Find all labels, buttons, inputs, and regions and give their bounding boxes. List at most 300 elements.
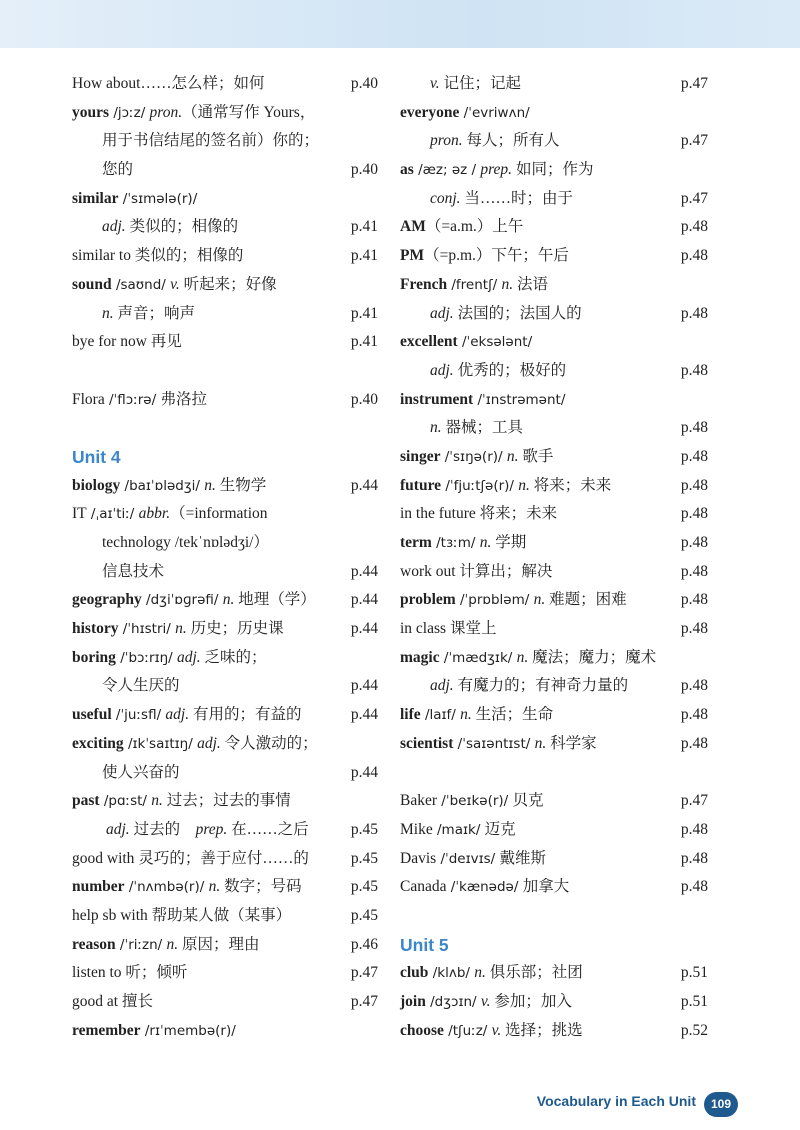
- definition: 用于书信结尾的签名前）你的；: [102, 132, 320, 150]
- vocab-entry: [72, 213, 378, 242]
- definition: 令人激动的；: [220, 734, 318, 752]
- entry-text: [72, 242, 243, 271]
- spacer: [72, 357, 378, 386]
- vocab-entry: [72, 300, 378, 329]
- headword: How about: [72, 75, 141, 92]
- page-ref: p.41: [350, 304, 378, 322]
- phonetic: /tɜːm/: [431, 535, 480, 551]
- page-ref: p.48: [680, 878, 708, 896]
- part-of-speech: n.: [479, 534, 492, 551]
- headword: sound: [72, 275, 112, 293]
- page-ref: p.41: [350, 247, 378, 265]
- definition: 记住；记起: [439, 75, 521, 92]
- headword: singer: [400, 447, 441, 465]
- page-ref: p.48: [680, 304, 708, 322]
- entry-text: [400, 472, 611, 501]
- definition: technology /tekˈnɒlədʒi/）: [102, 534, 269, 551]
- vocab-entry: [72, 242, 378, 271]
- definition: 令人生厌的: [102, 677, 180, 695]
- vocab-entry: [400, 959, 708, 988]
- part-of-speech: adj.: [102, 218, 126, 236]
- definition: 法国的；法国人的: [453, 304, 582, 322]
- part-of-speech: n.: [208, 878, 221, 896]
- vocab-entry: [400, 213, 708, 242]
- part-of-speech: pron.: [149, 103, 183, 121]
- entry-text: [102, 529, 269, 558]
- part-of-speech: adj.: [430, 304, 454, 322]
- entry-text: [72, 99, 315, 128]
- entry-text: [400, 730, 597, 759]
- phonetic: /ˈkænədə/: [446, 879, 523, 896]
- part-of-speech: adj.: [106, 820, 130, 838]
- entry-text: [72, 615, 284, 644]
- phonetic: /ˈnʌmbə(r)/: [124, 879, 209, 896]
- unit-heading: Unit 4: [72, 446, 121, 467]
- part-of-speech: conj.: [430, 189, 461, 207]
- headword: history: [72, 620, 119, 638]
- definition: 听；倾听: [121, 964, 188, 982]
- phonetic: /jɔːz/: [109, 104, 150, 121]
- entry-text: [72, 644, 267, 673]
- vocab-entry: [72, 529, 378, 558]
- headword: yours: [72, 103, 110, 121]
- headword: in class: [400, 620, 447, 638]
- headword: boring: [72, 648, 116, 666]
- entry-text: [72, 988, 153, 1017]
- vocab-entry: [72, 328, 378, 357]
- phonetic: /ˌaɪˈtiː/: [86, 506, 139, 523]
- part-of-speech: adj.: [430, 361, 454, 379]
- entry-text: [72, 386, 207, 415]
- part-of-speech: prep.: [480, 161, 513, 179]
- entry-text: [102, 156, 133, 185]
- entry-text: [72, 931, 260, 960]
- page-ref: p.45: [350, 878, 378, 896]
- headword: IT: [72, 505, 87, 523]
- vocab-entry: [400, 672, 708, 701]
- definition: 过去；过去的事情: [162, 792, 291, 810]
- phonetic: /ˈɪnstrəmənt/: [473, 391, 566, 408]
- part-of-speech: n.: [534, 734, 547, 752]
- definition: （通常写作 Yours，: [182, 103, 316, 121]
- headword: biology: [72, 476, 121, 494]
- definition: 擅长: [118, 993, 153, 1010]
- headword: remember: [72, 1021, 141, 1039]
- phonetic: /ˈmædʒɪk/: [439, 649, 517, 666]
- vocab-entry: [72, 931, 378, 960]
- page-ref: p.47: [680, 189, 708, 207]
- headword: Canada: [400, 878, 447, 896]
- entry-text: [400, 271, 548, 300]
- definition: 过去的: [129, 820, 196, 838]
- entry-text: [102, 759, 180, 788]
- entry-text: [400, 845, 546, 874]
- page-ref: p.44: [350, 562, 378, 580]
- phonetic: /saʊnd/: [111, 276, 171, 293]
- page-ref: p.47: [680, 132, 708, 150]
- vocab-entry: [72, 672, 378, 701]
- entry-text: [400, 873, 569, 902]
- definition: 学期: [491, 534, 527, 551]
- page-ref: p.47: [680, 792, 708, 810]
- headword: geography: [72, 591, 142, 609]
- headword: future: [400, 476, 442, 494]
- headword: everyone: [400, 103, 460, 121]
- definition: 法语: [513, 275, 548, 293]
- page-ref: p.48: [680, 247, 708, 265]
- part-of-speech: pron.: [430, 132, 463, 150]
- vocab-entry: [72, 959, 378, 988]
- vocab-entry: [400, 185, 708, 214]
- page-number-badge: 109: [704, 1092, 738, 1117]
- page-ref: p.48: [680, 562, 708, 580]
- entry-text: [400, 816, 516, 845]
- definition: 当……时；由于: [460, 189, 573, 207]
- page-ref: p.48: [680, 734, 708, 752]
- phonetic: /ˈriːzn/: [115, 936, 167, 953]
- phonetic: /ˈsɪŋə(r)/: [440, 448, 507, 465]
- definition: 难题；困难: [545, 591, 627, 609]
- definition: 迈克: [484, 820, 516, 838]
- definition: 优秀的；极好的: [453, 361, 567, 379]
- page-ref: p.48: [680, 677, 708, 695]
- vocab-entry: [72, 70, 378, 99]
- definition: 歌手: [518, 447, 554, 465]
- entry-text: [102, 300, 195, 329]
- headword: instrument: [400, 390, 474, 408]
- definition: 将来；未来: [475, 505, 558, 523]
- definition: 俱乐部；社团: [485, 964, 583, 982]
- vocab-entry: [400, 615, 708, 644]
- phonetic: /tʃuːz/: [443, 1022, 492, 1039]
- entry-text: [102, 127, 319, 156]
- vocab-entry: [72, 873, 378, 902]
- definition: 您的: [102, 161, 134, 179]
- unit-heading: Unit 5: [400, 934, 449, 955]
- vocab-entry: [400, 127, 708, 156]
- headword: good at: [72, 993, 119, 1010]
- entry-text: [430, 185, 573, 214]
- vocab-entry: [400, 845, 708, 874]
- entry-text: [106, 816, 309, 845]
- definition: 加拿大: [522, 878, 570, 896]
- page-ref: p.47: [350, 964, 378, 982]
- headword: French: [400, 275, 448, 293]
- entry-text: [72, 701, 302, 730]
- part-of-speech: abbr.: [138, 505, 171, 523]
- definition: 器械；工具: [441, 419, 524, 437]
- entry-text: [72, 1017, 236, 1046]
- phonetic: /ˈhɪstri/: [118, 621, 176, 638]
- definition: 将来；未来: [529, 476, 612, 494]
- vocab-entry: [72, 644, 378, 673]
- headword: choose: [400, 1021, 444, 1039]
- page-ref: p.48: [680, 849, 708, 867]
- part-of-speech: n.: [518, 476, 530, 494]
- definition: 历史；历史课: [186, 620, 284, 638]
- phonetic: /ˈfjuːtʃə(r)/: [441, 477, 519, 494]
- page-ref: p.44: [350, 476, 378, 494]
- page-ref: p.40: [350, 75, 378, 92]
- phonetic: /dʒiˈɒɡrəfi/: [141, 592, 223, 609]
- headword: Baker: [400, 792, 438, 810]
- headword: PM: [400, 247, 425, 265]
- vocab-entry: [72, 988, 378, 1017]
- definition: 科学家: [546, 734, 597, 752]
- phonetic: /ˈdeɪvɪs/: [436, 850, 500, 867]
- vocab-entry: [72, 156, 378, 185]
- definition: 地理（学）: [234, 591, 316, 609]
- vocab-entry: [72, 701, 378, 730]
- vocab-entry: [400, 70, 708, 99]
- vocab-entry: [400, 988, 708, 1017]
- entry-text: [430, 414, 523, 443]
- entry-text: [400, 959, 583, 988]
- definition: 乏味的；: [200, 648, 267, 666]
- vocab-entry: [72, 558, 378, 587]
- entry-text: [400, 615, 496, 644]
- vocab-entry: [400, 644, 708, 673]
- vocab-entry: [400, 271, 708, 300]
- page-ref: p.44: [350, 591, 378, 609]
- definition: 有魔力的；有神奇力量的: [453, 677, 629, 695]
- entry-text: [400, 701, 553, 730]
- entry-text: [102, 672, 180, 701]
- vocab-column-left: [72, 70, 378, 1045]
- phonetic: /maɪk/: [432, 821, 485, 838]
- vocab-entry: [72, 99, 378, 128]
- entry-text: [430, 672, 628, 701]
- page-ref: p.48: [680, 820, 708, 838]
- entry-text: [400, 156, 593, 185]
- entry-text: [400, 1017, 583, 1046]
- entry-text: [72, 328, 182, 357]
- vocab-entry: [72, 1017, 378, 1046]
- headword: excellent: [400, 333, 458, 351]
- headword: similar: [72, 189, 119, 207]
- page-ref: p.45: [350, 820, 378, 838]
- vocab-entry: [400, 472, 708, 501]
- vocab-entry: [72, 472, 378, 501]
- page-ref: p.45: [350, 906, 378, 924]
- definition: 如同；作为: [512, 161, 594, 179]
- entry-text: [72, 70, 264, 99]
- entry-text: [72, 730, 318, 759]
- phonetic: /ˈjuːsfl/: [111, 707, 166, 724]
- headword: past: [72, 792, 100, 810]
- part-of-speech: n.: [102, 304, 114, 322]
- definition: 信息技术: [102, 562, 165, 580]
- entry-text: [72, 500, 268, 529]
- definition: ……怎么样；如何: [140, 75, 265, 92]
- entry-text: [72, 787, 291, 816]
- page-ref: p.44: [350, 620, 378, 638]
- definition: 数字；号码: [220, 878, 302, 896]
- vocab-entry: [72, 759, 378, 788]
- part-of-speech: adj.: [430, 677, 454, 695]
- headword: Mike: [400, 820, 433, 838]
- entry-text: [400, 586, 627, 615]
- vocab-entry: [400, 328, 708, 357]
- part-of-speech: n.: [501, 275, 514, 293]
- entry-text: [400, 500, 557, 529]
- headword: AM: [400, 218, 426, 236]
- entry-text: [400, 787, 544, 816]
- definition: 声音；响声: [113, 304, 196, 322]
- page-ref: p.48: [680, 620, 708, 638]
- part-of-speech: n.: [506, 447, 519, 465]
- headword: life: [400, 706, 421, 724]
- part-of-speech: adj.: [197, 734, 221, 752]
- vocab-entry: [400, 156, 708, 185]
- phonetic: /ˈeksələnt/: [457, 334, 533, 351]
- definition: 帮助某人做（某事）: [147, 906, 292, 924]
- entry-text: [400, 328, 532, 357]
- page-ref: p.51: [680, 964, 708, 982]
- definition: 贝克: [512, 792, 544, 810]
- vocab-entry: [400, 414, 708, 443]
- entry-text: [400, 558, 552, 587]
- entry-text: [72, 271, 277, 300]
- vocab-entry: [400, 386, 708, 415]
- part-of-speech: n.: [516, 648, 529, 666]
- definition: （=p.m.）下午；午后: [424, 247, 569, 265]
- entry-text: [400, 242, 569, 271]
- entry-text: [430, 127, 559, 156]
- page-ref: p.46: [350, 935, 378, 953]
- vocab-entry: [72, 816, 378, 845]
- vocab-entry: [400, 1017, 708, 1046]
- entry-text: [400, 988, 572, 1017]
- headword: listen to: [72, 964, 122, 982]
- headword: as: [400, 161, 414, 179]
- spacer: [72, 414, 378, 443]
- page-ref: p.44: [350, 706, 378, 724]
- vocab-entry: [72, 730, 378, 759]
- phonetic: /ˈprɒbləm/: [455, 592, 534, 609]
- part-of-speech: prep.: [195, 820, 228, 838]
- page-ref: p.47: [350, 993, 378, 1010]
- definition: 类似的；相像的: [125, 218, 239, 236]
- definition: 再见: [146, 333, 182, 351]
- definition: 计算出；解决: [455, 562, 553, 580]
- phonetic: /rɪˈmembə(r)/: [140, 1022, 236, 1039]
- part-of-speech: n.: [175, 620, 187, 638]
- page-ref: p.52: [680, 1021, 708, 1039]
- part-of-speech: n.: [533, 591, 546, 609]
- vocab-entry: [400, 787, 708, 816]
- definition: 类似的；相像的: [130, 247, 244, 265]
- page-ref: p.48: [680, 419, 708, 437]
- page-ref: p.47: [680, 75, 708, 92]
- definition: 戴维斯: [499, 849, 547, 867]
- headword: good with: [72, 849, 135, 867]
- entry-text: [430, 357, 566, 386]
- vocab-entry: [400, 873, 708, 902]
- definition: 使人兴奋的: [102, 763, 180, 781]
- vocab-entry: [400, 529, 708, 558]
- vocab-entry: [400, 730, 708, 759]
- part-of-speech: adj.: [165, 706, 190, 724]
- page-ref: p.48: [680, 447, 708, 465]
- headword: exciting: [72, 734, 124, 752]
- headword: similar to: [72, 247, 131, 265]
- definition: 听起来；好像: [179, 275, 277, 293]
- definition: 生物学: [215, 476, 267, 494]
- entry-text: [72, 586, 316, 615]
- entry-text: [400, 99, 530, 128]
- headword: problem: [400, 591, 456, 609]
- entry-text: [400, 529, 526, 558]
- headword: scientist: [400, 734, 454, 752]
- entry-text: [400, 213, 523, 242]
- part-of-speech: n.: [474, 964, 486, 982]
- entry-text: [400, 443, 553, 472]
- phonetic: /laɪf/: [420, 707, 461, 724]
- entry-text: [72, 472, 266, 501]
- headword: number: [72, 878, 125, 896]
- vocab-column-right: [400, 70, 708, 1045]
- definition: 弗洛拉: [160, 390, 207, 408]
- vocab-entry: [72, 386, 378, 415]
- definition: 生活；生命: [471, 706, 554, 724]
- entry-text: [430, 300, 582, 329]
- entry-text: [72, 959, 187, 988]
- definition: （=information: [170, 505, 268, 523]
- entry-text: [72, 845, 309, 874]
- phonetic: /ˈbeɪkə(r)/: [437, 793, 513, 810]
- entry-text: [102, 558, 164, 587]
- vocab-entry: [400, 586, 708, 615]
- vocab-entry: [72, 845, 378, 874]
- page-ref: p.40: [350, 161, 378, 179]
- phonetic: /dʒɔɪn/: [425, 994, 481, 1010]
- phonetic: /ˈsaɪəntɪst/: [453, 735, 535, 752]
- entry-text: [72, 873, 302, 902]
- headword: useful: [72, 706, 112, 724]
- vocab-entry: [400, 701, 708, 730]
- spacer: [400, 902, 708, 931]
- definition: 课堂上: [446, 620, 497, 638]
- part-of-speech: n.: [430, 419, 442, 437]
- vocab-entry: [72, 902, 378, 931]
- vocab-entry: [400, 500, 708, 529]
- page-ref: p.48: [680, 218, 708, 236]
- part-of-speech: v.: [491, 1021, 502, 1039]
- page-ref: p.51: [680, 993, 708, 1010]
- part-of-speech: v.: [480, 993, 491, 1010]
- page-ref: p.41: [350, 333, 378, 351]
- page-ref: p.48: [680, 591, 708, 609]
- part-of-speech: v.: [170, 275, 180, 293]
- headword: club: [400, 964, 429, 982]
- part-of-speech: n.: [460, 706, 472, 724]
- vocab-entry: [400, 242, 708, 271]
- headword: bye for now: [72, 333, 147, 351]
- spacer: [400, 759, 708, 788]
- page-ref: p.48: [680, 706, 708, 724]
- part-of-speech: n.: [222, 591, 235, 609]
- part-of-speech: n.: [151, 792, 163, 810]
- definition: 有用的；有益的: [189, 706, 302, 724]
- headword: term: [400, 534, 432, 551]
- phonetic: /ˈevriwʌn/: [459, 104, 530, 121]
- definition: 原因；理由: [178, 935, 260, 953]
- definition: 参加；加入: [490, 993, 572, 1010]
- vocab-entry: [400, 300, 708, 329]
- vocab-entry: [400, 357, 708, 386]
- page-ref: p.44: [350, 763, 378, 781]
